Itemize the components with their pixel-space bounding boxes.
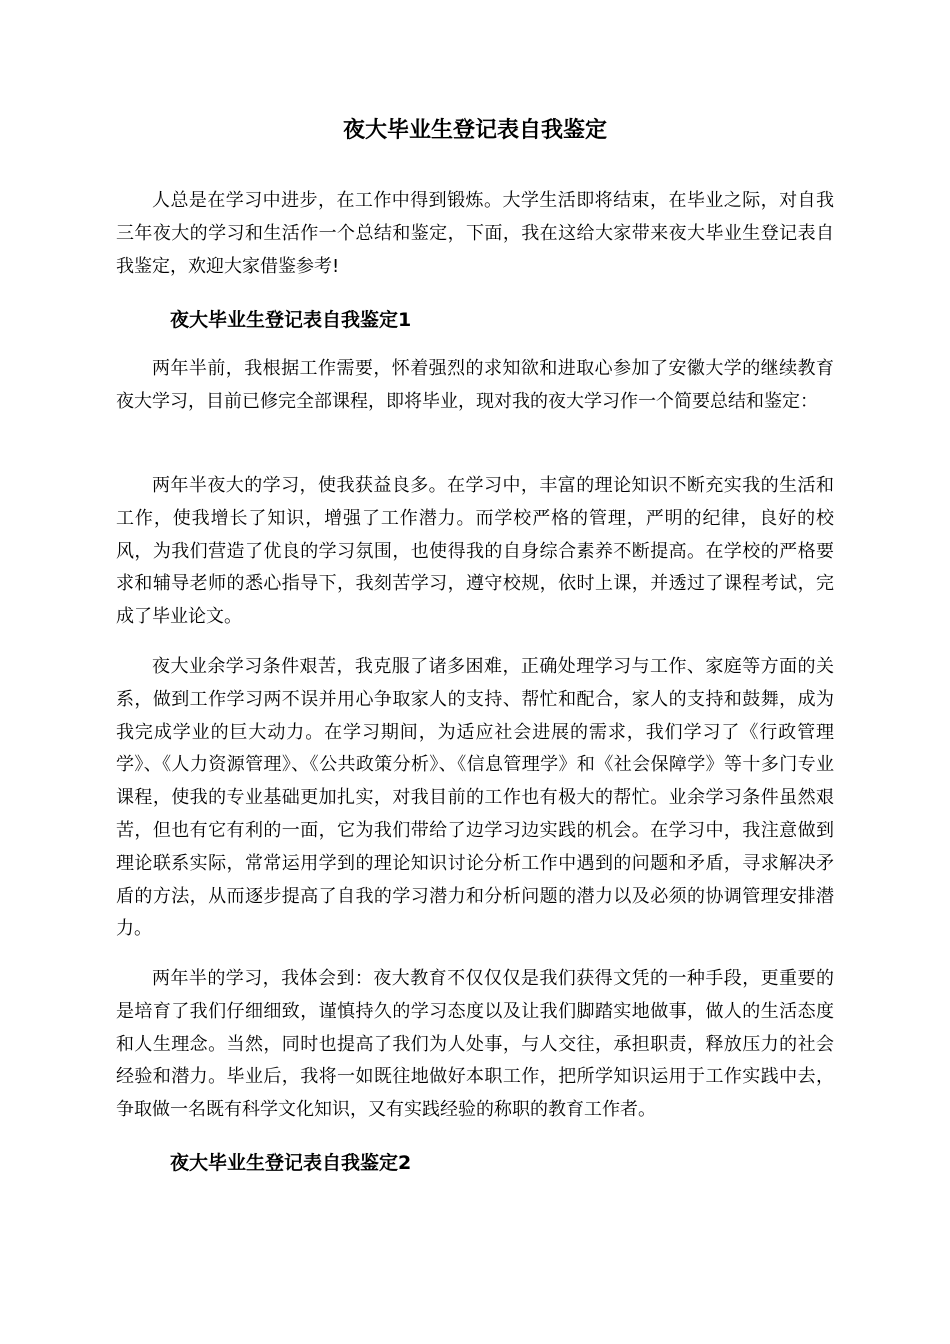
section-1-paragraph-3: 夜大业余学习条件艰苦，我克服了诸多困难，正确处理学习与工作、家庭等方面的关系，做到工作学习两不误并用心争取家人的支持、帮忙和配合，家人的支持和鼓舞，成为我完成学业的巨大动力。在学习期间，为适应社会进展的需求，我们学习了《行政管理学》、《人力资源管理》、《公共政策分析》、《信息管理学》和《社会保障学》等十多门专业课程，使我的专业基础更加扎实，对我目前的工作也有极大的帮忙。业余学习条件虽然艰苦，但也有它有利的一面，它为我们带给了边学习边实践的机会。在学习中，我注意做到理论联系实际，常常运用学到的理论知识讨论分析工作中遇到的问题和矛盾，寻求解决矛盾的方法，从而逐步提高了自我的学习潜力和分析问题的潜力以及必须的协调管理安排潜力。 (116, 656, 834, 940)
intro-paragraph: 人总是在学习中进步，在工作中得到锻炼。大学生活即将结束，在毕业之际，对自我三年夜大的学习和生活作一个总结和鉴定，下面，我在这给大家带来夜大毕业生登记表自我鉴定，欢迎大家借鉴参考! (116, 190, 834, 277)
section-1-paragraph-4: 两年半的学习，我体会到：夜大教育不仅仅仅是我们获得文凭的一种手段，更重要的是培育了我们仔细细致，谨慎持久的学习态度以及让我们脚踏实地做事，做人的生活态度和人生理念。当然，同时也提高了我们为人处事，与人交往，承担职责，释放压力的社会经验和潜力。毕业后，我将一如既往地做好本职工作，把所学知识运用于工作实践中去，争取做一名既有科学文化知识，又有实践经验的称职的教育工作者。 (116, 968, 834, 1121)
section-1-paragraph-1: 两年半前，我根据工作需要，怀着强烈的求知欲和进取心参加了安徽大学的继续教育夜大学习，目前已修完全部课程，即将毕业，现对我的夜大学习作一个简要总结和鉴定： (116, 358, 834, 412)
document-title: 夜大毕业生登记表自我鉴定 (342, 118, 607, 143)
section-heading-2: 夜大毕业生登记表自我鉴定2 (170, 1152, 412, 1174)
section-1-paragraph-2: 两年半夜大的学习，使我获益良多。在学习中，丰富的理论知识不断充实我的生活和工作，使我增长了知识，增强了工作潜力。而学校严格的管理，严明的纪律，良好的校风，为我们营造了优良的学习氛围，也使得我的自身综合素养不断提高。在学校的严格要求和辅导老师的悉心指导下，我刻苦学习，遵守校规，依时上课，并透过了课程考试，完成了毕业论文。 (116, 475, 834, 628)
section-heading-1: 夜大毕业生登记表自我鉴定1 (170, 309, 412, 331)
